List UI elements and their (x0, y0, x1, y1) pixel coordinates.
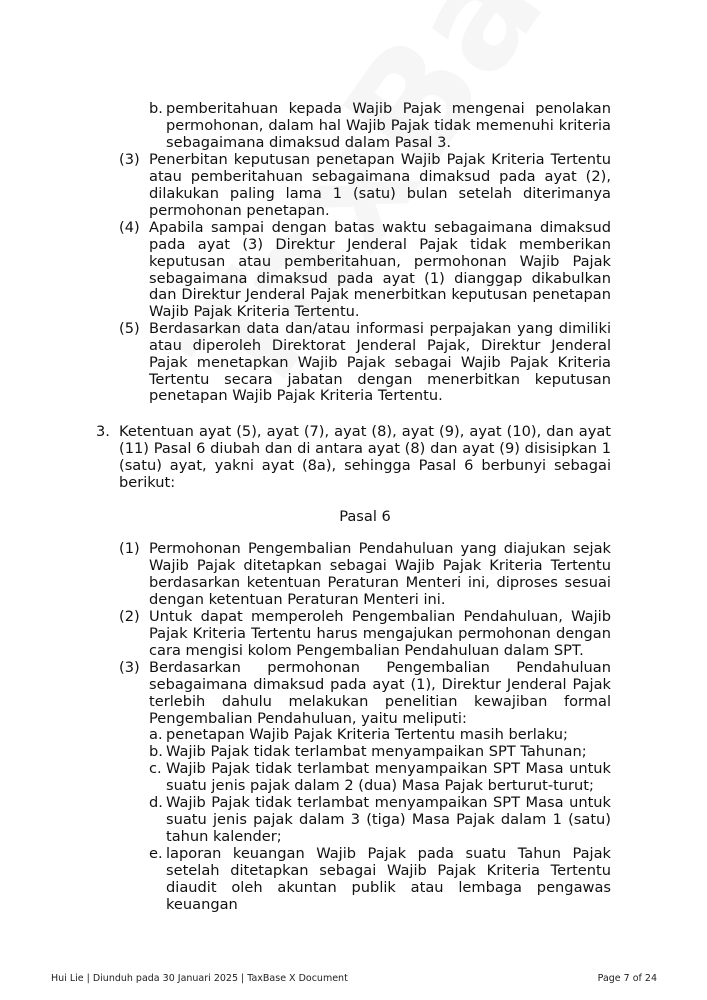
pasal-ayat-1 (119, 541, 611, 608)
sub-item-e (149, 846, 611, 913)
item-label: (1) (119, 540, 140, 557)
item-label: a. (149, 726, 163, 743)
item-label: (5) (119, 320, 140, 337)
ayat-5 (119, 321, 611, 405)
item-text: Berdasarkan data dan/atau informasi perpajakan yang dimiliki atau diperoleh Direktorat Jenderal Pajak, Direktur Jenderal Pajak menetapkan Wajib Pajak sebagai Wajib Pajak Kriteria Tertentu secara jabatan dengan menerbitkan keputusan penetapan Wajib Pajak Kriteria Tertentu. (149, 320, 611, 405)
item-text: penetapan Wajib Pajak Kriteria Tertentu masih berlaku; (166, 726, 568, 743)
item-text: Apabila sampai dengan batas waktu sebagaimana dimaksud pada ayat (3) Direktur Jenderal Pajak tidak memberikan keputusan atau pemberitahuan, permohonan Wajib Pajak sebagaimana dimaksud pada ayat (1) dianggap dikabulkan dan Direktur Jenderal Pajak menerbitkan keputusan penetapan Wajib Pajak Kriteria Tertentu. (149, 219, 611, 321)
item-text: laporan keuangan Wajib Pajak pada suatu Tahun Pajak setelah ditetapkan sebagai Wajib Pajak Kriteria Tertentu diaudit oleh akuntan publik atau lembaga pengawas keuangan (166, 845, 611, 913)
item-text: Wajib Pajak tidak terlambat menyampaikan SPT Tahunan; (166, 743, 587, 760)
item-label: (3) (119, 659, 140, 676)
item-label: 3. (96, 423, 110, 440)
pasal-ayat-2 (119, 609, 611, 660)
item-label: (2) (119, 608, 140, 625)
sub-item-c (149, 761, 611, 795)
item-label: (3) (119, 151, 140, 168)
item-label: c. (149, 760, 162, 777)
footer-download-info: Hui Lie | Diunduh pada 30 Januari 2025 | TaxBase X Document (51, 973, 348, 984)
item-text: Wajib Pajak tidak terlambat menyampaikan SPT Masa untuk suatu jenis pajak dalam 2 (dua) Masa Pajak berturut-turut; (166, 760, 611, 794)
item-label: b. (149, 743, 163, 760)
point-3 (96, 424, 611, 491)
item-text: Permohonan Pengembalian Pendahuluan yang diajukan sejak Wajib Pajak ditetapkan sebagai Wajib Pajak Kriteria Tertentu berdasarkan ketentuan Peraturan Menteri ini, diproses sesuai dengan ketentuan Peraturan Menteri ini. (149, 540, 611, 608)
sub-item-a (149, 727, 611, 744)
ayat-3 (119, 152, 611, 219)
item-text: Berdasarkan permohonan Pengembalian Pendahuluan sebagaimana dimaksud pada ayat (1), Direktur Jenderal Pajak terlebih dahulu melakukan penelitian kewajiban formal Pengembalian Pendahuluan, yaitu meliputi: (149, 659, 611, 727)
item-label: e. (149, 845, 163, 862)
pasal-ayat-3 (119, 660, 611, 727)
item-text: Wajib Pajak tidak terlambat menyampaikan SPT Masa untuk suatu jenis pajak dalam 3 (tiga) Masa Pajak dalam 1 (satu) tahun kalender; (166, 794, 611, 845)
item-text: Penerbitan keputusan penetapan Wajib Pajak Kriteria Tertentu atau pemberitahuan sebagaimana dimaksud pada ayat (2), dilakukan paling lama 1 (satu) bulan setelah diterimanya permohonan penetapan. (149, 151, 611, 219)
sub-item-b (149, 744, 611, 761)
item-text: pemberitahuan kepada Wajib Pajak mengenai penolakan permohonan, dalam hal Wajib Pajak tidak memenuhi kriteria sebagaimana dimaksud dalam Pasal 3. (166, 100, 611, 151)
item-label: d. (149, 794, 163, 811)
item-text: Untuk dapat memperoleh Pengembalian Pendahuluan, Wajib Pajak Kriteria Tertentu harus mengajukan permohonan dengan cara mengisi kolom Pengembalian Pendahuluan dalam SPT. (149, 608, 611, 659)
list-item-b (149, 101, 611, 152)
item-label: b. (149, 100, 163, 117)
sub-item-d (149, 795, 611, 846)
footer-page-number: Page 7 of 24 (597, 973, 657, 984)
pasal-title: Pasal 6 (339, 508, 391, 525)
item-label: (4) (119, 219, 140, 236)
ayat-4 (119, 220, 611, 321)
item-text: Ketentuan ayat (5), ayat (7), ayat (8), ayat (9), ayat (10), dan ayat (11) Pasal 6 diubah dan di antara ayat (8) dan ayat (9) disisipkan 1 (satu) ayat, yakni ayat (8a), sehingga Pasal 6 berbunyi sebagai berikut: (119, 423, 611, 491)
